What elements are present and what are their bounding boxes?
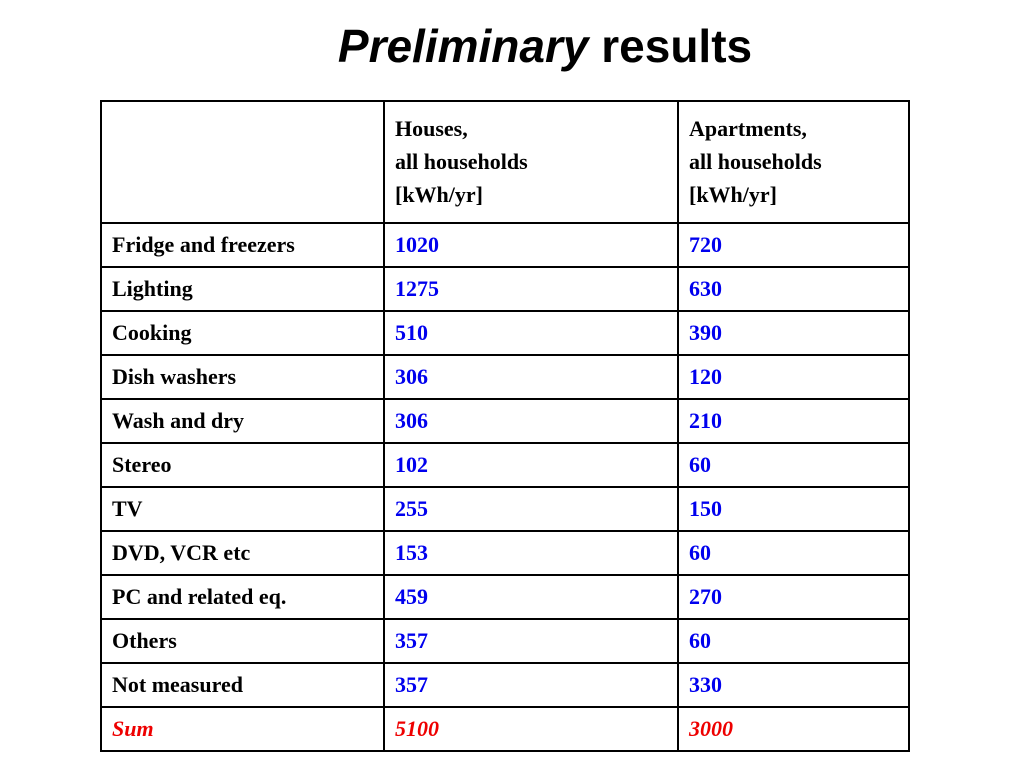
header-apartments-line: Apartments, [689,116,807,141]
header-apartments-line: all households [689,149,822,174]
table-row [101,531,909,575]
row-label: TV [101,487,384,531]
table-row [101,619,909,663]
row-label: Dish washers [101,355,384,399]
houses-value: 357 [384,619,678,663]
houses-value: 306 [384,399,678,443]
header-apartments-line: [kWh/yr] [689,182,777,207]
table-row [101,487,909,531]
table-row [101,267,909,311]
row-label: Lighting [101,267,384,311]
header-houses-line: [kWh/yr] [395,182,483,207]
row-label: Not measured [101,663,384,707]
row-label: PC and related eq. [101,575,384,619]
header-houses-line: Houses, [395,116,468,141]
apartments-value: 60 [678,531,909,575]
apartments-value: 210 [678,399,909,443]
table-row [101,663,909,707]
apartments-value: 630 [678,267,909,311]
houses-value: 459 [384,575,678,619]
header-empty-cell [101,101,384,223]
apartments-value: 270 [678,575,909,619]
sum-apartments-value: 3000 [678,707,909,751]
houses-value: 1275 [384,267,678,311]
apartments-value: 720 [678,223,909,267]
header-houses-line: all households [395,149,528,174]
apartments-value: 390 [678,311,909,355]
header-apartments [678,101,909,223]
table-row [101,223,909,267]
title-rest: results [601,20,753,72]
apartments-value: 120 [678,355,909,399]
sum-row [101,707,909,751]
page-title [0,14,1024,78]
houses-value: 510 [384,311,678,355]
apartments-value: 330 [678,663,909,707]
sum-houses-value: 5100 [384,707,678,751]
apartments-value: 60 [678,619,909,663]
row-label: DVD, VCR etc [101,531,384,575]
houses-value: 102 [384,443,678,487]
table-row [101,575,909,619]
houses-value: 306 [384,355,678,399]
table-row [101,443,909,487]
houses-value: 255 [384,487,678,531]
table-row [101,399,909,443]
table-row [101,355,909,399]
row-label: Stereo [101,443,384,487]
houses-value: 357 [384,663,678,707]
apartments-value: 60 [678,443,909,487]
table-header-row [101,101,909,223]
header-houses [384,101,678,223]
row-label: Wash and dry [101,399,384,443]
title-emphasis: Preliminary [337,20,589,72]
houses-value: 153 [384,531,678,575]
apartments-value: 150 [678,487,909,531]
row-label: Others [101,619,384,663]
results-table [100,100,910,752]
houses-value: 1020 [384,223,678,267]
row-label: Cooking [101,311,384,355]
row-label: Fridge and freezers [101,223,384,267]
table-row [101,311,909,355]
sum-label: Sum [101,707,384,751]
